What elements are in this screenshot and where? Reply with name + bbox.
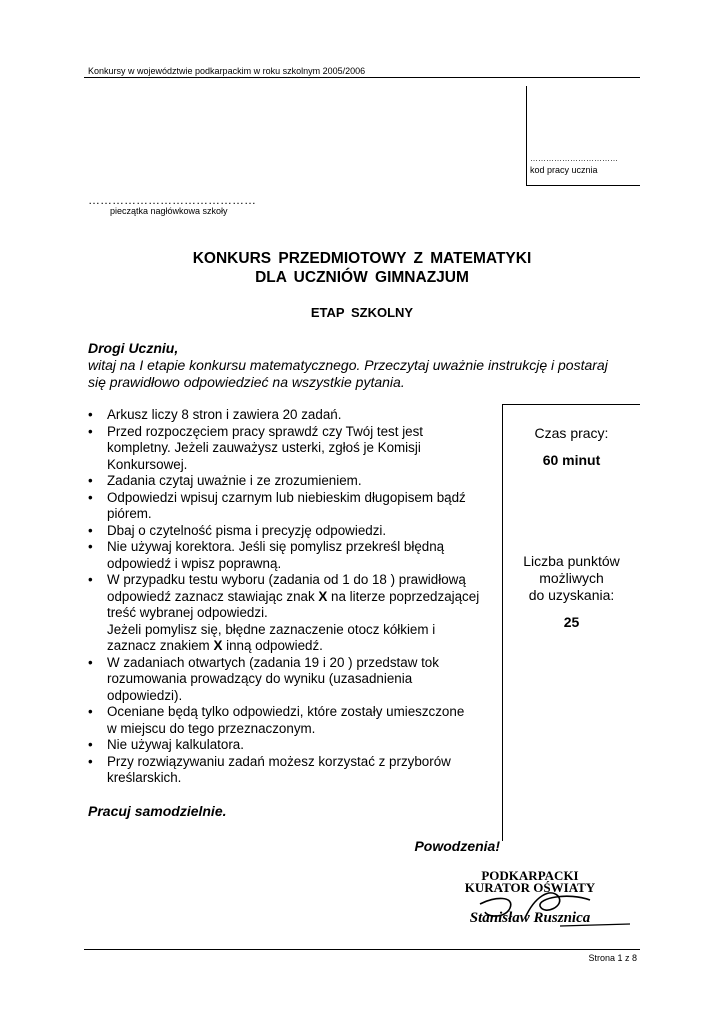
list-item bbox=[88, 523, 502, 540]
list-item-line: Konkursowej. bbox=[107, 456, 188, 472]
points-label-line: do uzyskania: bbox=[528, 587, 615, 603]
code-box-dots: …………………………… bbox=[530, 154, 618, 163]
list-item-line: odpowiedzi). bbox=[107, 687, 183, 703]
list-item-line bbox=[107, 589, 502, 606]
time-value: 60 minut bbox=[542, 452, 601, 468]
code-box-left-border bbox=[526, 86, 527, 186]
intro-line2: się prawidłowo odpowiedzieć na wszystkie pytania. bbox=[88, 374, 405, 390]
work-alone-note: Pracuj samodzielnie. bbox=[88, 803, 227, 819]
intro-text bbox=[88, 357, 648, 391]
points-label-line: możliwych bbox=[539, 570, 604, 586]
footer-rule bbox=[84, 949, 640, 950]
points-value: 25 bbox=[563, 614, 580, 630]
list-item bbox=[88, 407, 502, 424]
code-box-bottom-border bbox=[526, 185, 640, 186]
code-box-label: kod pracy ucznia bbox=[530, 165, 598, 175]
bullet-icon: • bbox=[88, 753, 93, 769]
bullet-icon: • bbox=[88, 489, 93, 505]
header-rule bbox=[84, 77, 640, 78]
list-item-line: W zadaniach otwartych (zadania 19 i 20 ) przedstaw tok bbox=[107, 654, 439, 670]
contest-stage: ETAP SZKOLNY bbox=[310, 305, 414, 320]
list-item bbox=[88, 572, 502, 655]
good-luck-note: Powodzenia! bbox=[414, 838, 500, 854]
list-item bbox=[88, 539, 502, 572]
list-item-text: inną odpowiedź. bbox=[222, 638, 323, 653]
list-item-line: piórem. bbox=[107, 506, 152, 521]
bullet-icon: • bbox=[88, 654, 93, 670]
x-mark: X bbox=[318, 588, 328, 604]
bullet-icon: • bbox=[88, 539, 93, 554]
list-item-line: W przypadku testu wyboru (zadania od 1 do 18 ) prawidłową bbox=[107, 572, 466, 587]
list-item-line: Arkusz liczy 8 stron i zawiera 20 zadań. bbox=[107, 407, 342, 422]
list-item-line: Przy rozwiązywaniu zadań możesz korzystać z przyborów bbox=[107, 753, 451, 769]
list-item-line: Przed rozpoczęciem pracy sprawdź czy Twój test jest bbox=[107, 423, 424, 439]
greeting: Drogi Uczniu, bbox=[88, 340, 179, 356]
list-item-line: Nie używaj kalkulatora. bbox=[107, 737, 244, 752]
bullet-icon: • bbox=[88, 423, 93, 439]
points-label bbox=[503, 553, 640, 604]
seal-line1: PODKARPACKI bbox=[481, 868, 579, 883]
page-number: Strona 1 z 8 bbox=[588, 953, 637, 963]
list-item-line: Nie używaj korektora. Jeśli się pomylisz przekreśl błędną bbox=[107, 539, 445, 554]
list-item bbox=[88, 704, 502, 737]
list-item bbox=[88, 424, 502, 474]
bullet-icon: • bbox=[88, 407, 93, 422]
list-item-line: w miejscu do tego przeznaczonym. bbox=[107, 720, 316, 736]
list-item bbox=[88, 737, 502, 754]
bullet-icon: • bbox=[88, 737, 93, 752]
instructions-list bbox=[88, 407, 502, 787]
contest-title-line2: DLA UCZNIÓW GIMNAZJUM bbox=[255, 269, 469, 286]
bullet-icon: • bbox=[88, 522, 93, 538]
list-item-text: odpowiedź zaznacz stawiając znak bbox=[107, 588, 319, 604]
list-item-text: na literze poprzedzającej bbox=[327, 588, 480, 604]
bullet-icon: • bbox=[88, 473, 93, 488]
list-item-line: Jeżeli pomylisz się, błędne zaznaczenie otocz kółkiem i bbox=[107, 621, 436, 637]
list-item bbox=[88, 473, 502, 490]
stamp-dots: …………………………………… bbox=[88, 193, 256, 207]
list-item-line: treść wybranej odpowiedzi. bbox=[107, 605, 268, 620]
list-item-text: zaznacz znakiem bbox=[107, 638, 214, 653]
list-item-line bbox=[107, 638, 502, 655]
contest-title-line1: KONKURS PRZEDMIOTOWY Z MATEMATYKI bbox=[192, 250, 532, 267]
bullet-icon: • bbox=[88, 704, 93, 719]
side-panel-top-rule bbox=[503, 404, 640, 405]
bullet-icon: • bbox=[88, 572, 93, 587]
list-item bbox=[88, 754, 502, 787]
list-item-line: kreślarskich. bbox=[107, 770, 182, 785]
x-mark: X bbox=[213, 638, 223, 653]
list-item-line: kompletny. Jeżeli zauważysz usterki, zgłoś je Komisji bbox=[107, 440, 421, 455]
intro-line1: witaj na I etapie konkursu matematycznego. Przeczytaj uważnie instrukcję i postaraj bbox=[88, 357, 608, 373]
seal-signature-name: Stanisław Rusznica bbox=[469, 910, 591, 926]
list-item bbox=[88, 490, 502, 523]
list-item-line: Dbaj o czytelność pisma i precyzję odpowiedzi. bbox=[107, 522, 387, 538]
seal-line2: KURATOR OŚWIATY bbox=[464, 880, 596, 895]
list-item-line: Zadania czytaj uważnie i ze zrozumieniem. bbox=[107, 473, 362, 488]
list-item-line: rozumowania prowadzący do wyniku (uzasadnienia bbox=[107, 671, 413, 686]
list-item-line: Odpowiedzi wpisuj czarnym lub niebieskim długopisem bądź bbox=[107, 489, 466, 505]
page-header: Konkursy w województwie podkarpackim w roku szkolnym 2005/2006 bbox=[88, 66, 366, 76]
list-item-line: Oceniane będą tylko odpowiedzi, które zostały umieszczone bbox=[107, 704, 465, 719]
list-item-line: odpowiedź i wpisz poprawną. bbox=[107, 555, 282, 571]
time-label: Czas pracy: bbox=[534, 425, 609, 441]
list-item bbox=[88, 655, 502, 705]
stamp-label: pieczątka nagłówkowa szkoły bbox=[110, 206, 228, 216]
points-label-line: Liczba punktów bbox=[523, 553, 620, 569]
